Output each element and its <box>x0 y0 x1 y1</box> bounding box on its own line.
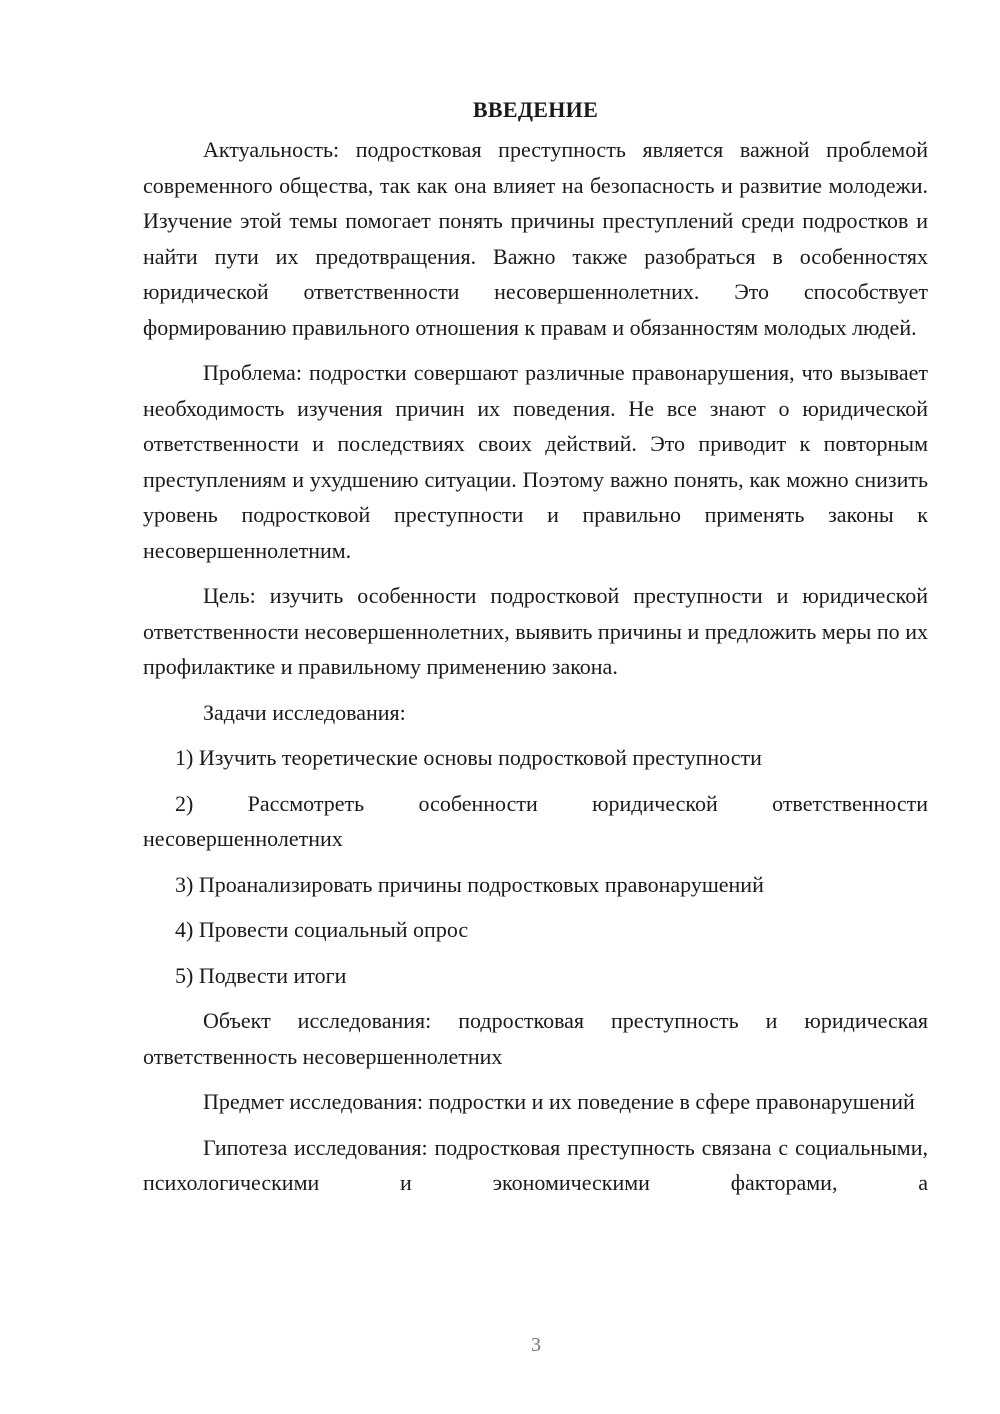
task-item-4: 4) Провести социальный опрос <box>175 917 469 942</box>
page-number: 3 <box>531 1334 541 1356</box>
section-title: ВВЕДЕНИЕ <box>472 97 599 122</box>
paragraph-relevance: Актуальность: подростковая преступность является важной проблемой современного общества, так как она влияет на безопасность и развитие молодежи. Изучение этой темы помогает понять причины преступлений среди подростков и найти пути их предотвращения. Важно также разобраться в особенностях юридической ответственности несовершеннолетних. Это способствует формированию правильного отношения к правам и обязанностям молодых людей. <box>143 137 928 340</box>
tasks-heading: Задачи исследования: <box>203 699 406 725</box>
paragraph-subject: Предмет исследования: подростки и их поведение в сфере правонарушений <box>203 1089 915 1114</box>
task-item-5: 5) Подвести итоги <box>175 962 347 988</box>
paragraph-goal: Цель: изучить особенности подростковой преступности и юридической ответственности несовершеннолетних, выявить причины и предложить меры по их профилактике и правильному применению закона. <box>143 583 928 679</box>
paragraph-problem: Проблема: подростки совершают различные правонарушения, что вызывает необходимость изучения причин их поведения. Не все знают о юридической ответственности и последствиях своих действий. Это приводит к повторным преступлениям и ухудшению ситуации. Поэтому важно понять, как можно снизить уровень подростковой преступности и правильно применять законы к несовершеннолетним. <box>143 360 928 563</box>
task-item-1: 1) Изучить теоретические основы подростковой преступности <box>175 745 762 770</box>
paragraph-object: Объект исследования: подростковая преступность и юридическая ответственность несовершеннолетних <box>143 1008 928 1069</box>
task-item-3: 3) Проанализировать причины подростковых правонарушений <box>175 871 764 897</box>
paragraph-hypothesis: Гипотеза исследования: подростковая преступность связана с социальными, психологическими и экономическими факторами, а <box>143 1134 928 1195</box>
document-page <box>143 92 928 1211</box>
task-item-2: 2) Рассмотреть особенности юридической ответственности несовершеннолетних <box>143 790 928 851</box>
